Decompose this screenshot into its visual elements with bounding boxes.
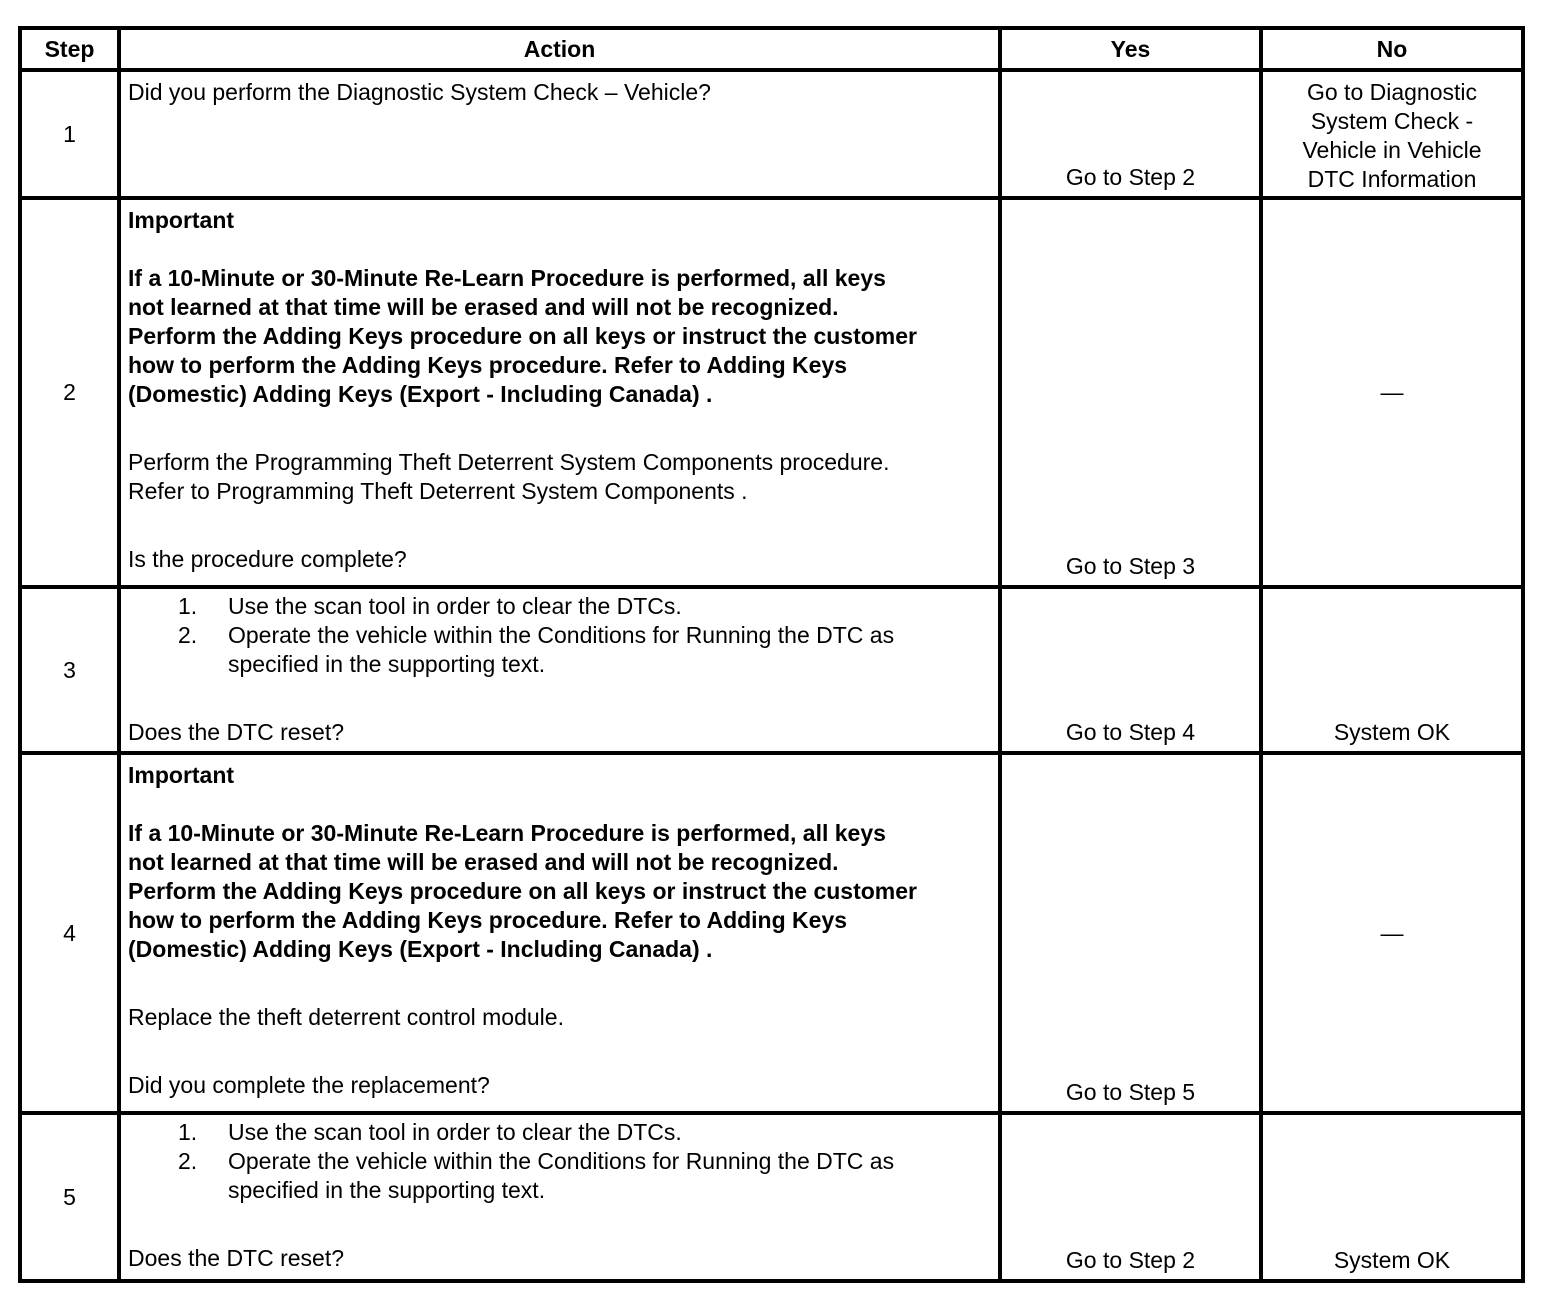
header-yes: Yes bbox=[1000, 28, 1261, 70]
list-item bbox=[128, 592, 992, 621]
important-heading: Important bbox=[128, 207, 235, 233]
important-note bbox=[128, 819, 992, 964]
no-line: Vehicle in Vehicle bbox=[1302, 137, 1482, 163]
action-question: Did you perform the Diagnostic System Check – Vehicle? bbox=[128, 79, 711, 105]
important-heading: Important bbox=[128, 762, 235, 788]
action-cell bbox=[119, 1113, 1000, 1281]
action-cell bbox=[119, 587, 1000, 753]
table-row bbox=[20, 587, 1523, 753]
list-line: specified in the supporting text. bbox=[228, 1177, 546, 1203]
body-line: Refer to Programming Theft Deterrent System Components . bbox=[128, 478, 748, 504]
yes-cell: Go to Step 2 bbox=[1000, 70, 1261, 198]
action-body bbox=[128, 1003, 992, 1032]
table-row bbox=[20, 753, 1523, 1113]
action-question: Is the procedure complete? bbox=[128, 546, 407, 572]
list-line: Operate the vehicle within the Conditions for Running the DTC as bbox=[228, 1148, 895, 1174]
important-line: Perform the Adding Keys procedure on all keys or instruct the customer bbox=[128, 323, 917, 349]
no-cell: — bbox=[1261, 198, 1523, 587]
important-line: how to perform the Adding Keys procedure. Refer to Adding Keys bbox=[128, 352, 848, 378]
header-no: No bbox=[1261, 28, 1523, 70]
action-question: Did you complete the replacement? bbox=[128, 1072, 490, 1098]
list-item bbox=[128, 621, 992, 679]
list-number: 1. bbox=[178, 1119, 198, 1145]
list-number: 2. bbox=[178, 622, 198, 648]
list-number: 1. bbox=[178, 593, 198, 619]
yes-cell: Go to Step 2 bbox=[1000, 1113, 1261, 1281]
important-line: how to perform the Adding Keys procedure. Refer to Adding Keys bbox=[128, 907, 848, 933]
step-number: 1 bbox=[20, 70, 119, 198]
step-number: 2 bbox=[20, 198, 119, 587]
header-action: Action bbox=[119, 28, 1000, 70]
body-line: Perform the Programming Theft Deterrent System Components procedure. bbox=[128, 449, 890, 475]
action-question: Does the DTC reset? bbox=[128, 719, 345, 745]
no-cell: System OK bbox=[1261, 587, 1523, 753]
step-number: 5 bbox=[20, 1113, 119, 1281]
important-line: If a 10-Minute or 30-Minute Re-Learn Procedure is performed, all keys bbox=[128, 265, 886, 291]
table-row bbox=[20, 1113, 1523, 1281]
list-line: Use the scan tool in order to clear the DTCs. bbox=[228, 593, 682, 619]
action-steps-list bbox=[128, 1118, 992, 1205]
important-line: not learned at that time will be erased and will not be recognized. bbox=[128, 849, 839, 875]
header-row bbox=[20, 28, 1523, 70]
action-steps-list bbox=[128, 592, 992, 679]
table-row bbox=[20, 198, 1523, 587]
important-line: If a 10-Minute or 30-Minute Re-Learn Procedure is performed, all keys bbox=[128, 820, 886, 846]
diagnostic-table bbox=[18, 26, 1525, 1283]
table-row bbox=[20, 70, 1523, 198]
list-line: Operate the vehicle within the Conditions for Running the DTC as bbox=[228, 622, 895, 648]
list-line: Use the scan tool in order to clear the DTCs. bbox=[228, 1119, 682, 1145]
list-number: 2. bbox=[178, 1148, 198, 1174]
important-line: not learned at that time will be erased and will not be recognized. bbox=[128, 294, 839, 320]
yes-cell: Go to Step 4 bbox=[1000, 587, 1261, 753]
no-line: Go to Diagnostic bbox=[1306, 79, 1478, 105]
no-line: System Check - bbox=[1310, 108, 1474, 134]
list-item bbox=[128, 1118, 992, 1147]
important-line: (Domestic) Adding Keys (Export - Including Canada) . bbox=[128, 381, 713, 407]
action-body bbox=[128, 448, 992, 506]
no-line: DTC Information bbox=[1307, 166, 1477, 192]
step-number: 4 bbox=[20, 753, 119, 1113]
yes-cell: Go to Step 5 bbox=[1000, 753, 1261, 1113]
no-cell: — bbox=[1261, 753, 1523, 1113]
list-line: specified in the supporting text. bbox=[228, 651, 546, 677]
action-question: Does the DTC reset? bbox=[128, 1245, 345, 1271]
header-step: Step bbox=[20, 28, 119, 70]
important-line: Perform the Adding Keys procedure on all keys or instruct the customer bbox=[128, 878, 917, 904]
step-number: 3 bbox=[20, 587, 119, 753]
yes-cell: Go to Step 3 bbox=[1000, 198, 1261, 587]
action-cell bbox=[119, 70, 1000, 198]
body-line: Replace the theft deterrent control module. bbox=[128, 1004, 564, 1030]
action-cell bbox=[119, 753, 1000, 1113]
no-cell: System OK bbox=[1261, 1113, 1523, 1281]
no-cell bbox=[1261, 70, 1523, 198]
action-cell bbox=[119, 198, 1000, 587]
list-item bbox=[128, 1147, 992, 1205]
important-line: (Domestic) Adding Keys (Export - Including Canada) . bbox=[128, 936, 713, 962]
important-note bbox=[128, 264, 992, 409]
